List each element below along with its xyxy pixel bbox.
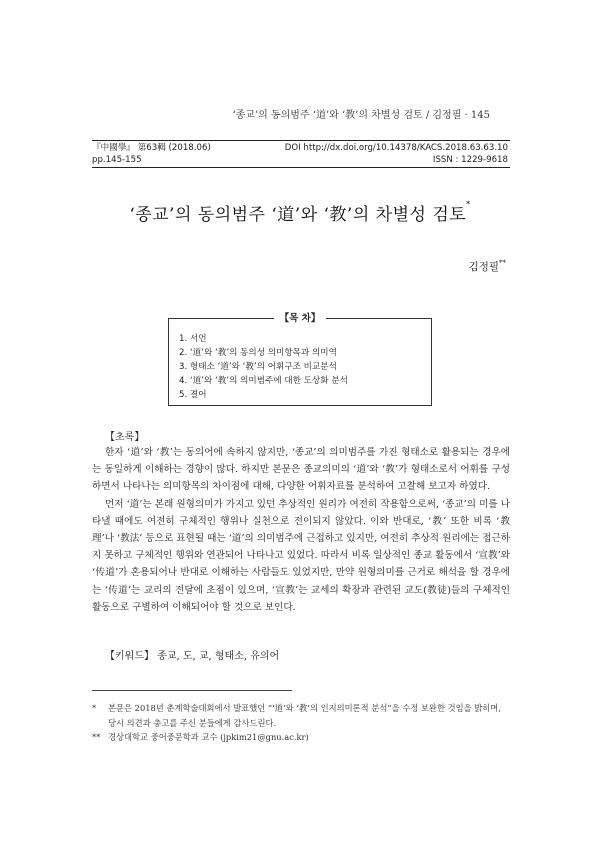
footnote [92, 730, 510, 745]
footnotes [92, 701, 510, 745]
journal-doi: DOI http://dx.doi.org/10.14378/KACS.2018.63.63.10 [284, 143, 508, 153]
abstract-paragraph: 한자 ‘道’와 ‘教’는 동의어에 속하지 않지만, ‘종교’의 의미범주를 가진 형태소로 활용되는 경우에는 동일하게 이해하는 경향이 많다. 하지만 본문은 종교의미의 ‘道’와 ‘教’가 형태소로서 어휘를 구성하면서 나타나는 의미항목의 차이점에 대해, 다양한 어휘자료를 분석하여 고찰해 보고자 하였다. [92, 447, 510, 493]
toc-list [179, 332, 348, 402]
author-footnote-mark: ** [499, 259, 506, 267]
footnote [92, 701, 510, 730]
toc-item: 4. ‘道’와 ‘教’의 의미범주에 대한 도상화 분석 [179, 376, 348, 386]
paper-title [0, 200, 600, 225]
footnote-mark: * [92, 703, 97, 713]
journal-issn: ISSN : 1229-9618 [432, 155, 508, 165]
journal-citation: 『中國學』 第63輯 (2018.06) [92, 143, 211, 153]
toc-heading: 【목 차】 [274, 313, 327, 324]
keywords: 【키워드】 종교, 도, 교, 형태소, 유의어 [105, 651, 280, 662]
toc-item: 5. 결어 [179, 390, 207, 400]
title-footnote-mark: * [466, 200, 471, 209]
abstract-paragraph: 먼저 ‘道’는 본래 원형의미가 가지고 있던 추상적인 원리가 여전히 작용함으로써, ‘종교’의 미를 나타낼 때에도 여전히 구체적인 행위나 실천으로 전이되지 않았다. 이와 반대로, ‘教’ 또한 비록 ‘教理’나 ‘教法’ 등으로 표현될 때는 ‘道’의 의미범주에 근접하고 있지만, 여전히 추상적 원리에는 접근하지 못하고 구체적인 행위와 연관되어 나타나고 있었다. 따라서 비록 일상적인 종교 활동에서 ‘宣教’와 ‘传道’가 혼용되어나 반대로 이해하는 사람들도 있었지만, 만약 원형의미를 근거로 해석을 할 경우에는 ‘传道’는 교리의 전달에 초점이 있으며, ‘宣教’는 교세의 확장과 관련된 교도(教徒)들의 구체적인 활동으로 구별하여 이해되어야 할 것으로 보인다. [92, 498, 510, 613]
toc-item: 1. 서언 [179, 334, 207, 344]
abstract [92, 444, 510, 616]
abstract-label: 【초록】 [105, 432, 145, 443]
toc-item: 3. 형태소 ‘道’와 ‘教’의 어휘구조 비교분석 [179, 362, 337, 372]
journal-info-box [92, 140, 510, 168]
paper-title-text: ‘종교’의 동의범주 ‘道’와 ‘教’의 차별성 검토 [129, 205, 467, 225]
footnote-mark: ** [92, 732, 101, 742]
footnote-text: 본문은 2018년 춘계학술대회에서 발표했던 “‘道’와 ‘教’의 인지의미론적 분석”을 수정 보완한 것임을 밝히며, 당시 의견과 충고를 주신 분들에게 감사드린다. [108, 703, 501, 728]
running-head: ‘종교’의 동의범주 ‘道’와 ‘教’의 차별성 검토 / 김정필 · 145 [232, 110, 490, 121]
footnote-divider [92, 690, 292, 691]
toc-item: 2. ‘道’와 ‘教’의 동의성 의미항목과 의미역 [179, 348, 337, 358]
footnote-text: 경상대학교 중어중문학과 교수 (jpkim21@gnu.ac.kr) [108, 732, 309, 742]
journal-pages: pp.145-155 [92, 155, 142, 165]
toc-heading-wrap [169, 310, 431, 324]
table-of-contents [168, 313, 432, 406]
author-name: 김정필 [468, 261, 499, 273]
author [469, 259, 506, 274]
